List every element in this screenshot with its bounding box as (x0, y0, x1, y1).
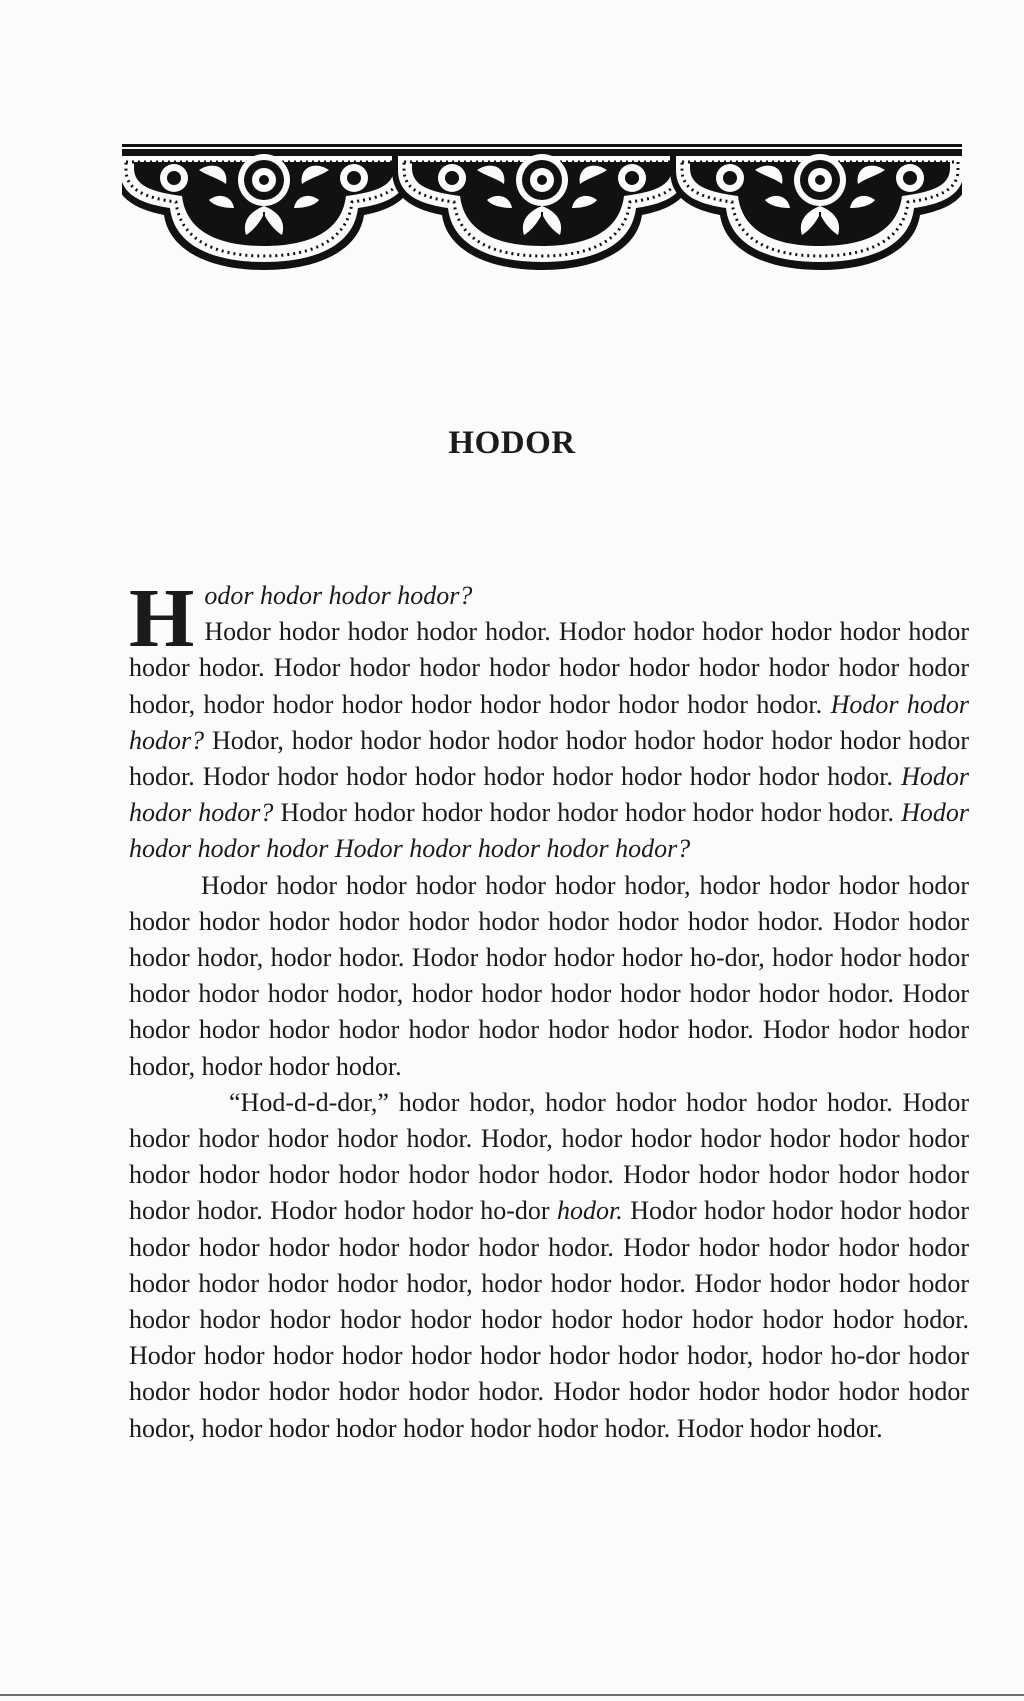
paragraph-text: Hodor hodor hodor hodor hodor hodor hodor hodor hodor. (280, 798, 895, 828)
chapter-body (129, 572, 970, 1447)
italic-text: Hodor hodor hodor? (129, 762, 969, 828)
italic-text: Hodor hodor hodor hodor Hodor hodor hodor hodor hodor? (129, 798, 970, 864)
paragraph-3 (129, 1085, 969, 1447)
page-edge-rule (0, 1694, 1024, 1696)
opening-line: odor hodor hodor hodor? (204, 581, 473, 610)
italic-text: hodor. (557, 1196, 623, 1226)
italic-text: Hodor hodor hodor? (129, 689, 970, 755)
drop-cap: H (129, 572, 195, 665)
paragraph-text: Hodor, hodor hodor hodor hodor hodor hodor hodor hodor hodor hodor hodor. Hodor hodor hodor hodor hodor hodor hodor hodor hodor hodor. (129, 725, 969, 792)
paragraph-text: “Hod-d-d-dor,” hodor hodor, hodor hodor hodor hodor hodor. Hodor hodor hodor hodor hodor hodor. Hodor, hodor hodor hodor hodor hodor hodor hodor hodor hodor hodor hodor hodor hodor. Hodor hodor hodor hodor hodor hodor hodor. Hodor hodor hodor ho-dor (129, 1087, 969, 1226)
paragraph-1 (129, 572, 970, 868)
paragraph-text: Hodor hodor hodor hodor hodor. Hodor hodor hodor hodor hodor hodor hodor hodor. Hodor hodor hodor hodor hodor hodor hodor hodor hodor hodor hodor, hodor hodor hodor hodor hodor hodor hodor hodor hodor. (129, 617, 969, 719)
paragraph-text: Hodor hodor hodor hodor hodor hodor hodor hodor hodor hodor hodor hodor. Hodor hodor hodor hodor hodor hodor hodor hodor hodor hodor, hodor hodor hodor. Hodor hodor hodor hodor hodor hodor hodor hodor hodor hodor hodor hodor hodor hodor hodor hodor. Hodor hodor hodor hodor hodor hodor hodor hodor hodor, hodor ho-dor hodor hodor hodor hodor hodor hodor hodor. Hodor hodor hodor hodor hodor hodor hodor, hodor hodor hodor hodor hodor hodor hodor. Hodor hodor hodor. (129, 1196, 970, 1443)
chapter-title: HODOR (448, 425, 576, 461)
paragraph-2: Hodor hodor hodor hodor hodor hodor hodor, hodor hodor hodor hodor hodor hodor hodor hodor hodor hodor hodor hodor hodor hodor. Hodor hodor hodor hodor, hodor hodor. Hodor hodor hodor hodor ho-dor, hodor hodor hodor hodor hodor hodor hodor, hodor hodor hodor hodor hodor hodor hodor. Hodor hodor hodor hodor hodor hodor hodor hodor hodor hodor. Hodor hodor hodor hodor, hodor hodor hodor. (129, 870, 969, 1081)
ornamental-header-border (122, 140, 962, 280)
